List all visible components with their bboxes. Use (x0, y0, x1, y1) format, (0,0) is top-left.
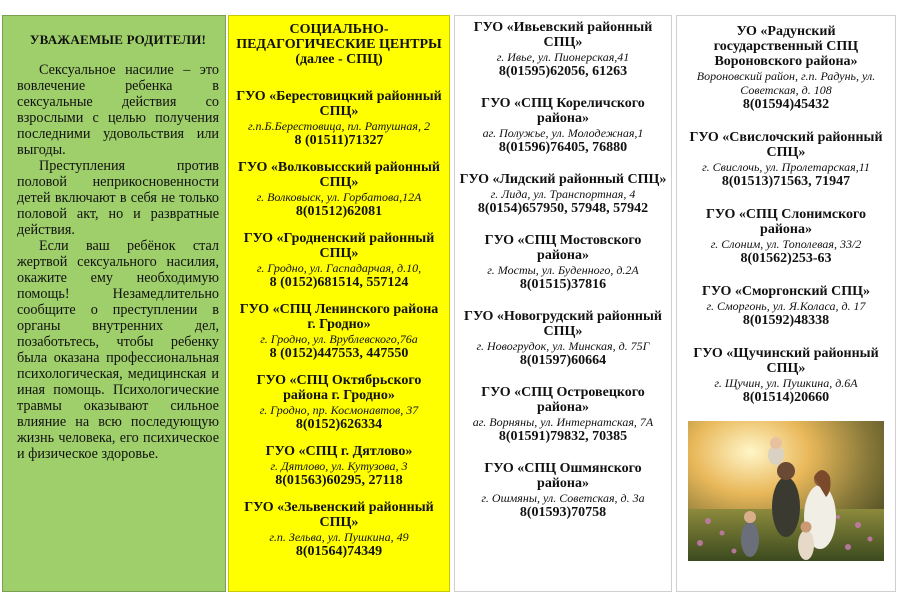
center-phone: 8 (0152)447553, 447550 (269, 346, 409, 361)
center-entry (681, 284, 891, 328)
parents-notice-panel (2, 15, 226, 592)
center-phone: 8(01594)45432 (742, 97, 830, 112)
center-address: г. Мосты, ул. Буденного, д.2А (487, 263, 639, 277)
center-phone: 8(01562)253-63 (740, 251, 832, 266)
center-address: г. Дятлово, ул. Кутузова, 3 (270, 459, 408, 473)
center-address: г.п.Б.Берестовица, пл. Ратушная, 2 (248, 119, 430, 133)
notice-paragraph-1: Сексуальное насилие – это вовлечение ребенка в сексуальные действия со взрослыми с целью получения последними удовольствия или выгоды. (17, 62, 219, 158)
family-photo (688, 421, 884, 561)
center-name: ГУО «СПЦ Ошмянского района» (484, 461, 642, 491)
center-address: г. Ивье, ул. Пионерская,41 (496, 50, 630, 64)
center-phone: 8(01514)20660 (742, 390, 830, 405)
center-entry (459, 20, 667, 79)
center-phone: 8(01564)74349 (295, 544, 383, 559)
centers-panel-middle (454, 15, 672, 592)
center-entry (459, 309, 667, 368)
center-phone: 8 (01511)71327 (294, 133, 384, 148)
center-entry (459, 385, 667, 444)
center-entry (459, 96, 667, 155)
center-entry (681, 130, 891, 189)
center-name: ГУО «СПЦ Ленинского района г. Гродно» (239, 302, 439, 332)
center-phone: 8(01595)62056, 61263 (498, 64, 628, 79)
center-entry (235, 89, 443, 148)
center-name: ГУО «Волковысский районный СПЦ» (237, 160, 440, 190)
center-name: ГУО «Лидский районный СПЦ» (459, 172, 667, 187)
centers-title: СОЦИАЛЬНО-ПЕДАГОГИЧЕСКИЕ ЦЕНТРЫ (далее - СПЦ) (236, 22, 442, 67)
center-entry (235, 444, 443, 488)
center-address: г. Щучин, ул. Пушкина, д.6А (714, 376, 858, 390)
notice-paragraph-3: Если ваш ребёнок стал жертвой сексуального насилия, окажите ему необходимую помощь! Незамедлительно сообщите о преступлении в органы внутренних дел, позаботьтесь, чтобы ребенку была оказана профессиональная психологическая, медицинская и иная помощь. Психологические травмы оказывают сильное влияние на всю последующую жизнь человека, его психическое и физическое здоровье. (17, 238, 219, 462)
center-address: г. Сморгонь, ул. Я.Коласа, д. 17 (706, 299, 866, 313)
center-entry (459, 172, 667, 216)
center-name: ГУО «СПЦ Мостовского района» (484, 233, 642, 263)
center-address: г. Новогрудок, ул. Минская, д. 75Г (476, 339, 650, 353)
center-name: ГУО «Зельвенский районный СПЦ» (244, 500, 434, 530)
center-entry (235, 302, 443, 361)
center-name: ГУО «СПЦ Островецкого района» (481, 385, 645, 415)
center-address: аг. Полужье, ул. Молодежная,1 (482, 126, 644, 140)
center-name: ГУО «Ивьевский районный СПЦ» (473, 20, 653, 50)
center-entry (235, 160, 443, 219)
family-photo-illustration (688, 421, 884, 561)
center-phone: 8(01596)76405, 76880 (498, 140, 628, 155)
center-address: г. Гродно, ул. Врублевского,76а (260, 332, 418, 346)
center-phone: 8(01515)37816 (519, 277, 607, 292)
center-address: г. Свислочь, ул. Пролетарская,11 (702, 160, 870, 174)
center-name: ГУО «СПЦ Слонимского района» (705, 207, 866, 237)
center-entry (681, 24, 891, 112)
center-name: ГУО «Сморгонский СПЦ» (702, 284, 870, 299)
notice-paragraph-2: Преступления против половой неприкосновенности детей включают в себя не только половой акт, но и развратные действия. (17, 158, 219, 238)
center-name: ГУО «Щучинский районный СПЦ» (693, 346, 879, 376)
center-entry (459, 461, 667, 520)
center-address: г. Ошмяны, ул. Советская, д. 3а (481, 491, 645, 505)
center-phone: 8(0152)626334 (295, 417, 383, 432)
center-entry (681, 207, 891, 266)
center-name: ГУО «Берестовицкий районный СПЦ» (236, 89, 442, 119)
center-phone: 8(0154)657950, 57948, 57942 (477, 201, 649, 216)
center-phone: 8(01591)79832, 70385 (498, 429, 628, 444)
center-entry (459, 233, 667, 292)
center-address: г. Слоним, ул. Тополевая, 33/2 (710, 237, 862, 251)
center-phone: 8(01563)60295, 27118 (275, 473, 403, 488)
notice-heading: УВАЖАЕМЫЕ РОДИТЕЛИ! (29, 32, 207, 47)
center-entry (235, 231, 443, 290)
center-name: ГУО «Свислочский районный СПЦ» (689, 130, 883, 160)
center-address: аг. Ворняны, ул. Интернатская, 7А (472, 415, 654, 429)
center-address: г. Лида, ул. Транспортная, 4 (490, 187, 636, 201)
center-phone: 8(01512)62081 (295, 204, 383, 219)
center-phone: 8(01597)60664 (519, 353, 607, 368)
center-address: г. Волковыск, ул. Горбатова,12А (256, 190, 422, 204)
center-address: Вороновский район, г.п. Радунь, ул. Советская, д. 108 (696, 69, 876, 97)
centers-panel-yellow (228, 15, 450, 592)
center-phone: 8(01592)48338 (742, 313, 830, 328)
center-entry (235, 500, 443, 559)
center-name: УО «Радунский государственный СПЦ Вороновского района» (713, 24, 859, 69)
center-phone: 8 (0152)681514, 557124 (269, 275, 409, 290)
center-address: г. Гродно, пр. Космонавтов, 37 (259, 403, 419, 417)
center-name: ГУО «Новогрудский районный СПЦ» (464, 309, 662, 339)
center-name: ГУО «Гродненский районный СПЦ» (243, 231, 435, 261)
center-phone: 8(01593)70758 (519, 505, 607, 520)
center-address: г. Гродно, ул. Гаспадарчая, д.10, (256, 261, 422, 275)
center-name: ГУО «СПЦ г. Дятлово» (265, 444, 413, 459)
center-entry (681, 346, 891, 405)
center-phone: 8(01513)71563, 71947 (721, 174, 851, 189)
center-name: ГУО «СПЦ Октябрьского района г. Гродно» (256, 373, 422, 403)
center-entry (235, 373, 443, 432)
center-name: ГУО «СПЦ Кореличского района» (481, 96, 645, 126)
center-address: г.п. Зельва, ул. Пушкина, 49 (269, 530, 409, 544)
